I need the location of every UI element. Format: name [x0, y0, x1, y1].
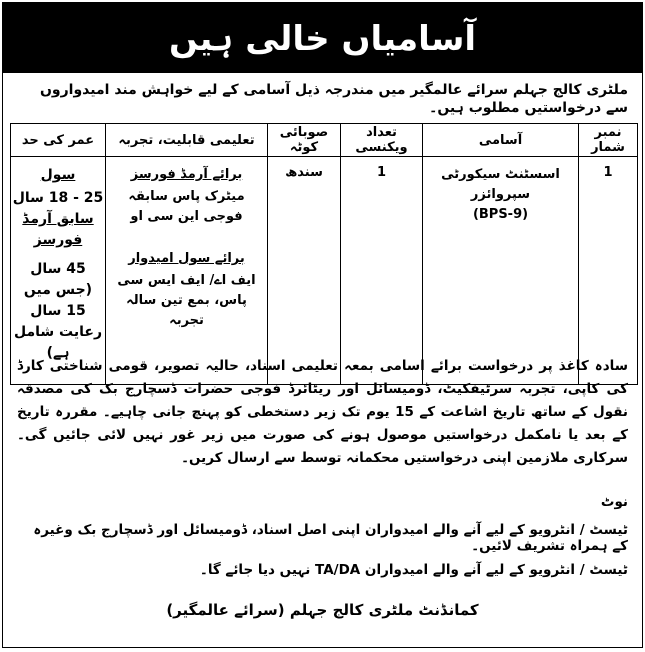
col-quota: صوبائی کوٹہ	[268, 124, 341, 157]
note-item: ٹیسٹ / انٹرویو کے لیے آنے والے امیدواران TA/DA نہیں دیا جائے گا۔	[199, 562, 628, 578]
col-qualification: تعلیمی قابلیت، تجربہ	[106, 124, 268, 157]
col-vacancies: تعداد ویکنسی	[341, 124, 423, 157]
qual-civil-title: برائے سول امیدوار	[128, 251, 245, 266]
cell-serial: 1	[579, 157, 638, 385]
vacancy-table	[10, 123, 638, 385]
cell-qualification	[106, 157, 268, 385]
age-forces-text: 45 سال (جس میں 15 سال رعایت شامل ہے)	[13, 261, 103, 361]
table-row	[11, 157, 638, 385]
age-civil-range: 25 - 18 سال	[12, 190, 104, 206]
signature: کمانڈنٹ ملٹری کالج جہلم (سرائے عالمگیر)	[166, 601, 479, 619]
qual-forces-title: برائے آرمڈ فورسز	[130, 167, 243, 182]
intro-text: ملٹری کالج جہلم سرائے عالمگیر میں مندرجہ ذیل آسامی کے لیے خواہش مند امیدواروں سے درخواستیں مطلوب ہیں۔	[39, 82, 628, 116]
title-banner	[3, 3, 642, 73]
note-label: نوٹ	[600, 494, 628, 510]
col-serial: نمبر شمار	[579, 124, 638, 157]
col-post: آسامی	[423, 124, 579, 157]
instructions-paragraph: سادہ کاغذ پر درخواست برائے اسامی بمعہ تعلیمی اسناد، حالیہ تصویر، قومی شناختی کارڈ کی کاپی، تجربہ سرٹیفکیٹ، ڈومیسائل اور ریٹائرڈ فوجی حضرات ڈسچارج بک کی مصدقہ نقول کے ساتھ تاریخ اشاعت کے 15 یوم تک زیر دستخطی کو پہنچ جانی چاہیے۔ مقررہ تاریخ کے بعد یا نامکمل درخواستیں موصول ہونے کی صورت میں زیر غور نہیں لائی جائیں گی۔ سرکاری ملازمین اپنی درخواستیں محکمانہ توسط سے ارسال کریں۔	[17, 358, 628, 466]
note-item: ٹیسٹ / انٹرویو کے لیے آنے والے امیدواران اپنی اصل اسناد، ڈومیسائل اور ڈسچارج بک وغیرہ کے ہمراہ تشریف لائیں۔	[33, 522, 628, 554]
col-age: عمر کی حد	[11, 124, 106, 157]
qual-forces-text: میٹرک پاس سابقہ فوجی این سی او	[128, 189, 245, 224]
age-civil-title: سول	[40, 167, 76, 183]
post-title: اسسٹنٹ سیکورٹی سپروائزر	[441, 167, 560, 202]
post-scale: (BPS-9)	[472, 207, 529, 222]
qual-civil-text: ایف اے/ ایف ایس سی پاس، بمع تین سالہ تجربہ	[117, 273, 256, 328]
advertisement	[2, 2, 643, 648]
cell-vacancies: 1	[341, 157, 423, 385]
cell-age	[11, 157, 106, 385]
page-title: آسامیاں خالی ہیں	[168, 18, 477, 59]
table-header-row	[11, 124, 638, 157]
cell-post	[423, 157, 579, 385]
age-forces-title: سابق آرمڈ فورسز	[22, 211, 94, 248]
cell-quota: سندھ	[268, 157, 341, 385]
